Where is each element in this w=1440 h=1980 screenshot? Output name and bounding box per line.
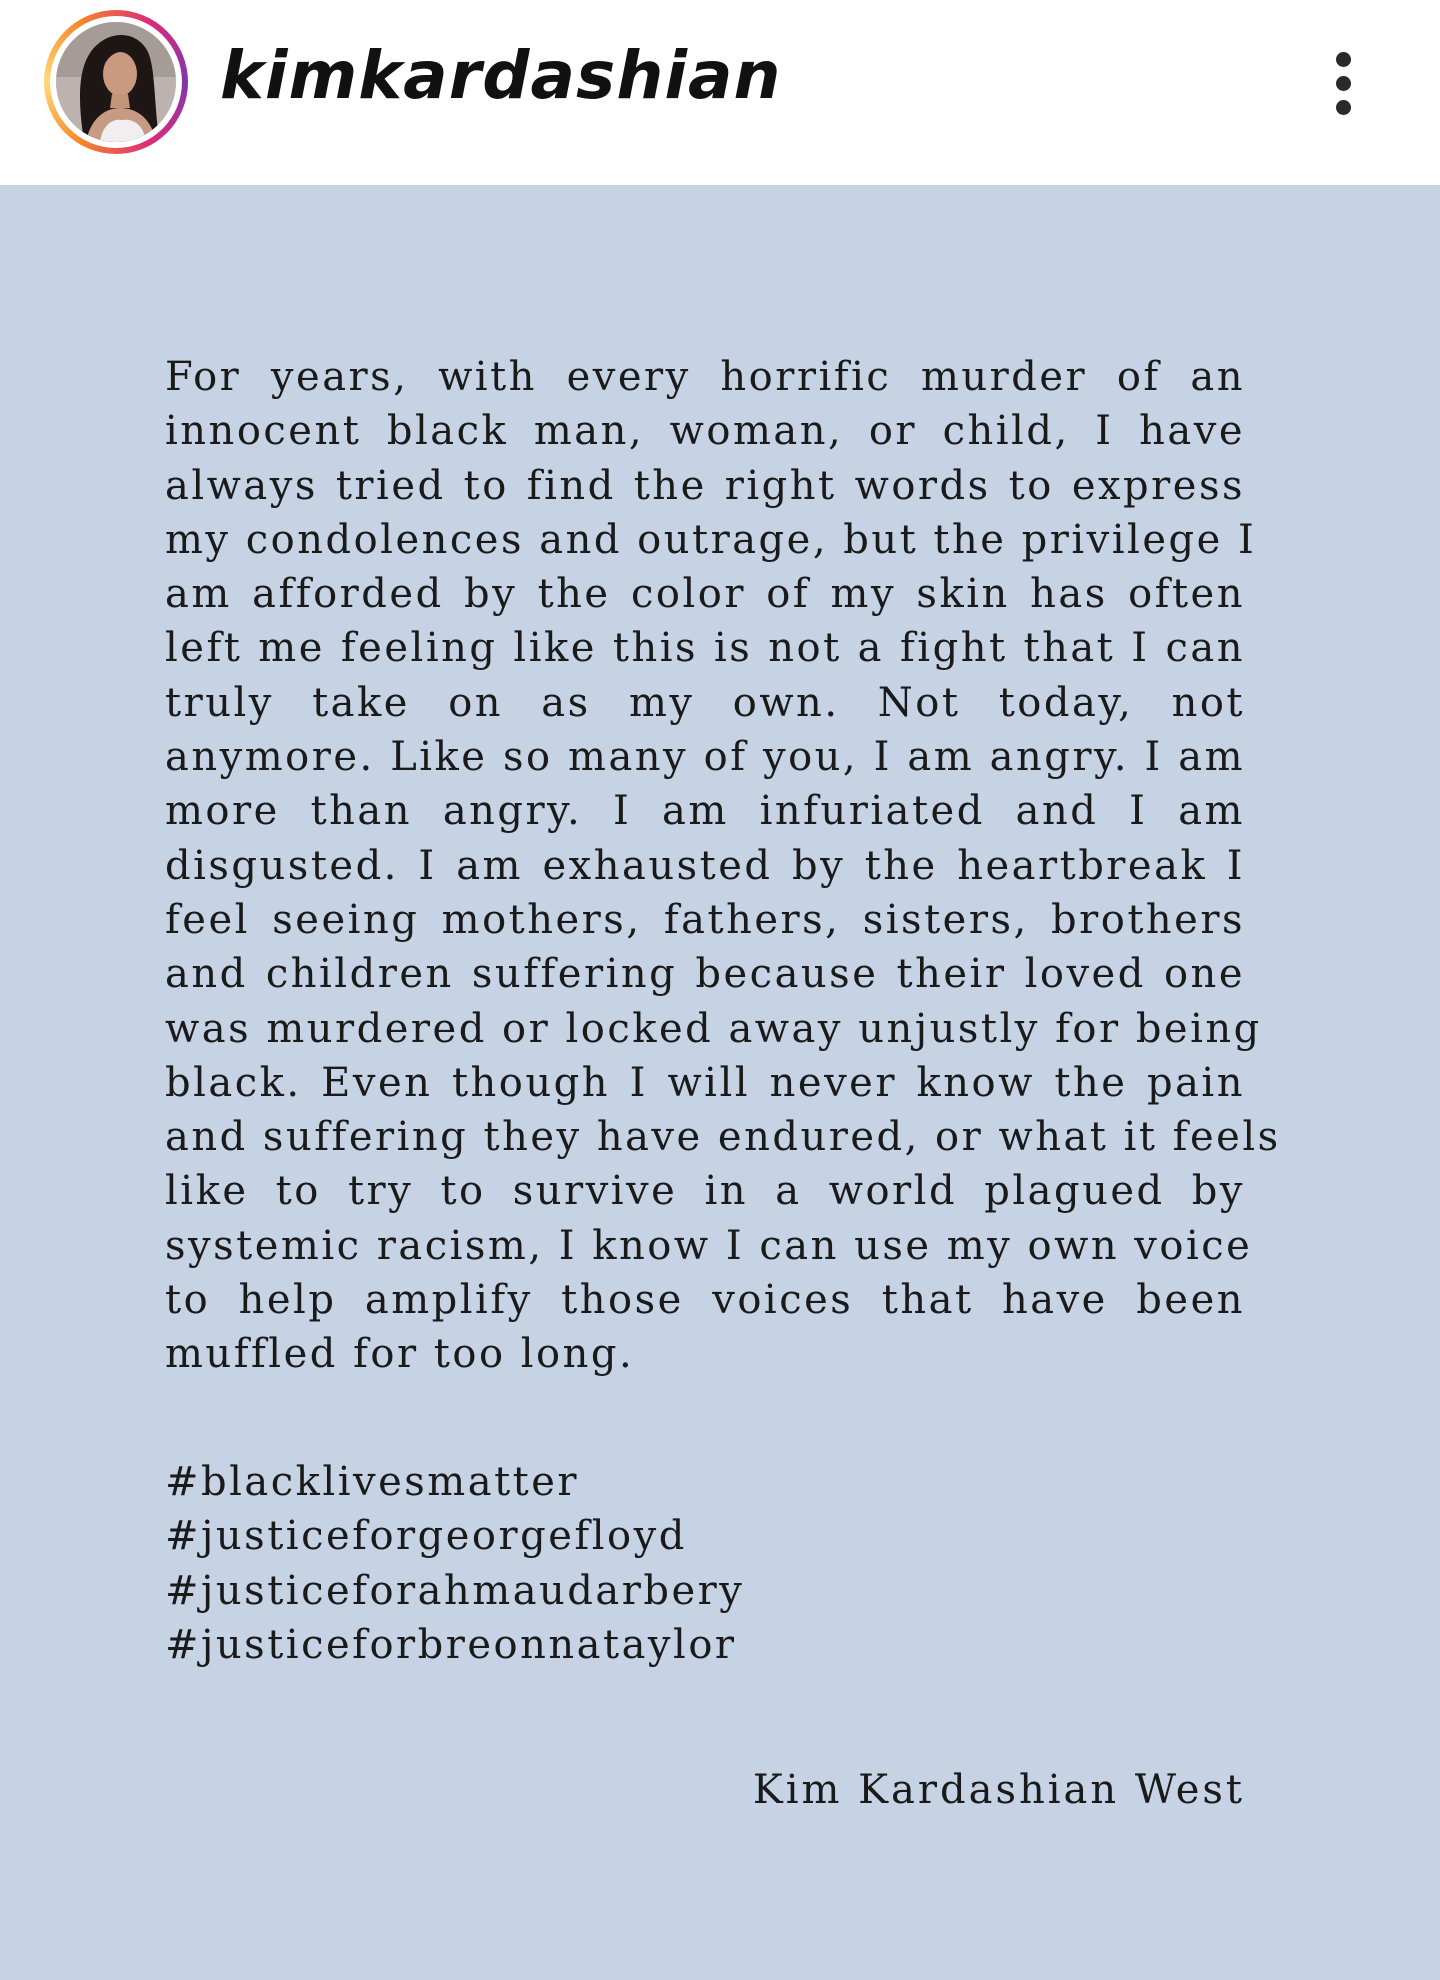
avatar-border	[50, 16, 182, 148]
statement-line: For years, with every horrific murder of an	[165, 354, 1245, 400]
hashtag: #blacklivesmatter	[165, 1459, 580, 1505]
more-options-button[interactable]	[1316, 48, 1372, 120]
statement-line: anymore. Like so many of you, I am angry. I am	[165, 734, 1245, 781]
statement-text	[165, 350, 1281, 1382]
story-ring[interactable]	[44, 10, 188, 154]
hashtag: #justiceforbreonnataylor	[165, 1621, 737, 1668]
hashtag: #justiceforgeorgefloyd	[165, 1513, 687, 1560]
profile-photo	[56, 22, 176, 142]
statement-line: black. Even though I will never know the pain	[165, 1059, 1245, 1106]
statement-line: innocent black man, woman, or child, I have	[165, 408, 1245, 455]
statement-line: left me feeling like this is not a fight that I can	[165, 625, 1245, 672]
post-image[interactable]	[0, 185, 1440, 1980]
statement-line: my condolences and outrage, but the privilege I	[165, 516, 1257, 563]
statement-line: feel seeing mothers, fathers, sisters, brothers	[165, 896, 1245, 943]
statement-line: more than angry. I am infuriated and I am	[165, 788, 1245, 835]
statement-line: systemic racism, I know I can use my own voice	[165, 1222, 1253, 1269]
avatar[interactable]	[56, 22, 176, 142]
statement-line: and children suffering because their loved one	[165, 951, 1245, 998]
statement-line: to help amplify those voices that have been	[165, 1277, 1245, 1324]
statement-line: disgusted. I am exhausted by the heartbreak I	[165, 842, 1245, 889]
hashtag-list	[165, 1455, 744, 1672]
statement-line: muffled for too long.	[165, 1331, 635, 1378]
statement-line: like to try to survive in a world plagued by	[165, 1168, 1245, 1215]
statement-line: always tried to find the right words to express	[165, 462, 1245, 509]
post-header	[0, 0, 1440, 185]
statement-line: and suffering they have endured, or what it feels	[165, 1114, 1281, 1161]
username[interactable]: kimkardashian	[220, 37, 782, 114]
hashtag: #justiceforahmaudarbery	[165, 1567, 745, 1614]
statement-line: was murdered or locked away unjustly for being	[165, 1005, 1262, 1052]
statement-line: am afforded by the color of my skin has often	[165, 571, 1245, 618]
signature: Kim Kardashian West	[752, 1767, 1245, 1813]
statement-line: truly take on as my own. Not today, not	[165, 679, 1245, 726]
